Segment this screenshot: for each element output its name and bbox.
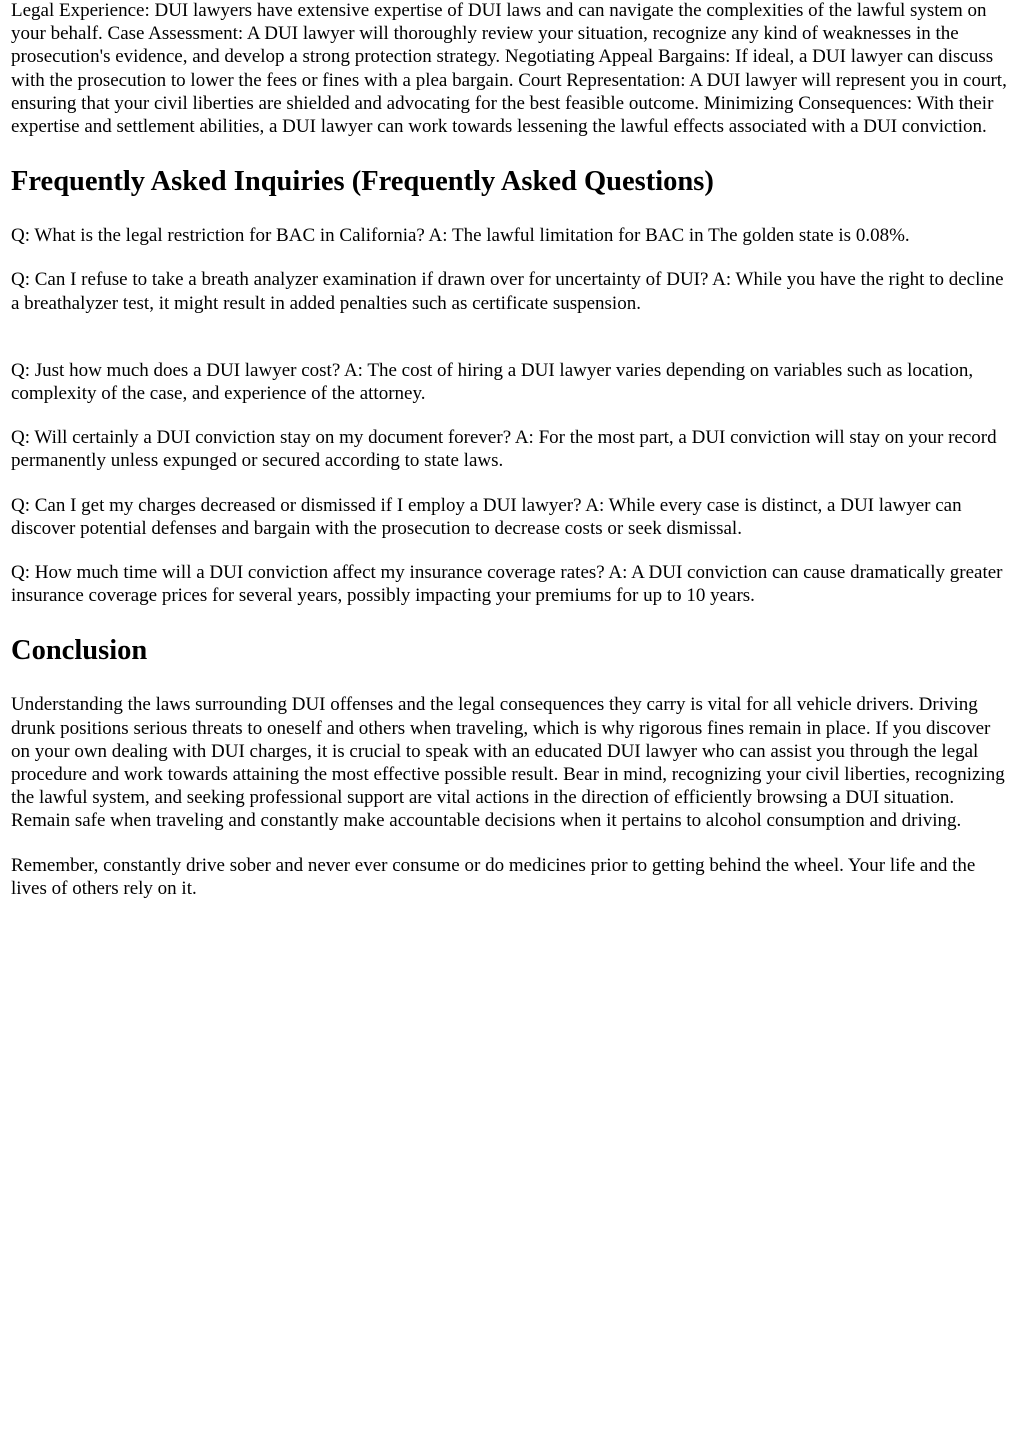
faq-item: Q: Can I get my charges decreased or dismissed if I employ a DUI lawyer? A: While every case is distinct, a DUI lawyer can discover potential defenses and bargain with the prosecution to decrease costs or seek dismissal. xyxy=(11,494,962,539)
conclusion-paragraph: Understanding the laws surrounding DUI offenses and the legal consequences they carry is vital for all vehicle drivers. Driving drunk positions serious threats to oneself and others when traveling, which is why rigorous fines remain in place. If you discover on your own dealing with DUI charges, it is crucial to speak with an educated DUI lawyer who can assist you through the legal procedure and work towards attaining the most effective possible result. Bear in mind, recognizing your civil liberties, recognizing the lawful system, and seeking professional support are vital actions in the direction of efficiently browsing a DUI situation. Remain safe when traveling and constantly make accountable decisions when it pertains to alcohol consumption and driving. xyxy=(11,694,1005,832)
faq-heading: Frequently Asked Inquiries (Frequently Asked Questions) xyxy=(11,166,714,198)
faq-item: Q: Will certainly a DUI conviction stay on my document forever? A: For the most part, a DUI conviction will stay on your record permanently unless expunged or secured according to state laws. xyxy=(11,427,997,472)
faq-item: Q: Can I refuse to take a breath analyzer examination if drawn over for uncertainty of DUI? A: While you have the right to decline a breathalyzer test, it might result in added penalties such as certificate suspension. xyxy=(11,269,1004,314)
conclusion-heading: Conclusion xyxy=(11,635,148,667)
faq-item: Q: Just how much does a DUI lawyer cost? A: The cost of hiring a DUI lawyer varies depending on variables such as location, complexity of the case, and experience of the attorney. xyxy=(11,359,974,405)
faq-item: Q: How much time will a DUI conviction affect my insurance coverage rates? A: A DUI conviction can cause dramatically greater insurance coverage prices for several years, possibly impacting your premiums for up to 10 years. xyxy=(11,562,1003,607)
closing-paragraph: Remember, constantly drive sober and never ever consume or do medicines prior to getting behind the wheel. Your life and the lives of others rely on it. xyxy=(11,854,976,899)
faq-item: Q: What is the legal restriction for BAC in California? A: The lawful limitation for BAC in The golden state is 0.08%. xyxy=(11,225,910,247)
intro-paragraph: Legal Experience: DUI lawyers have extensive expertise of DUI laws and can navigate the complexities of the lawful system on your behalf. Case Assessment: A DUI lawyer will thoroughly review your situation, recognize any kind of weaknesses in the prosecution's evidence, and develop a strong protection strategy. Negotiating Appeal Bargains: If ideal, a DUI lawyer can discuss with the prosecution to lower the fees or fines with a plea bargain. Court Representation: A DUI lawyer will represent you in court, ensuring that your civil liberties are shielded and advocating for the best feasible outcome. Minimizing Consequences: With their expertise and settlement abilities, a DUI lawyer can work towards lessening the lawful effects associated with a DUI conviction. xyxy=(11,0,1007,138)
